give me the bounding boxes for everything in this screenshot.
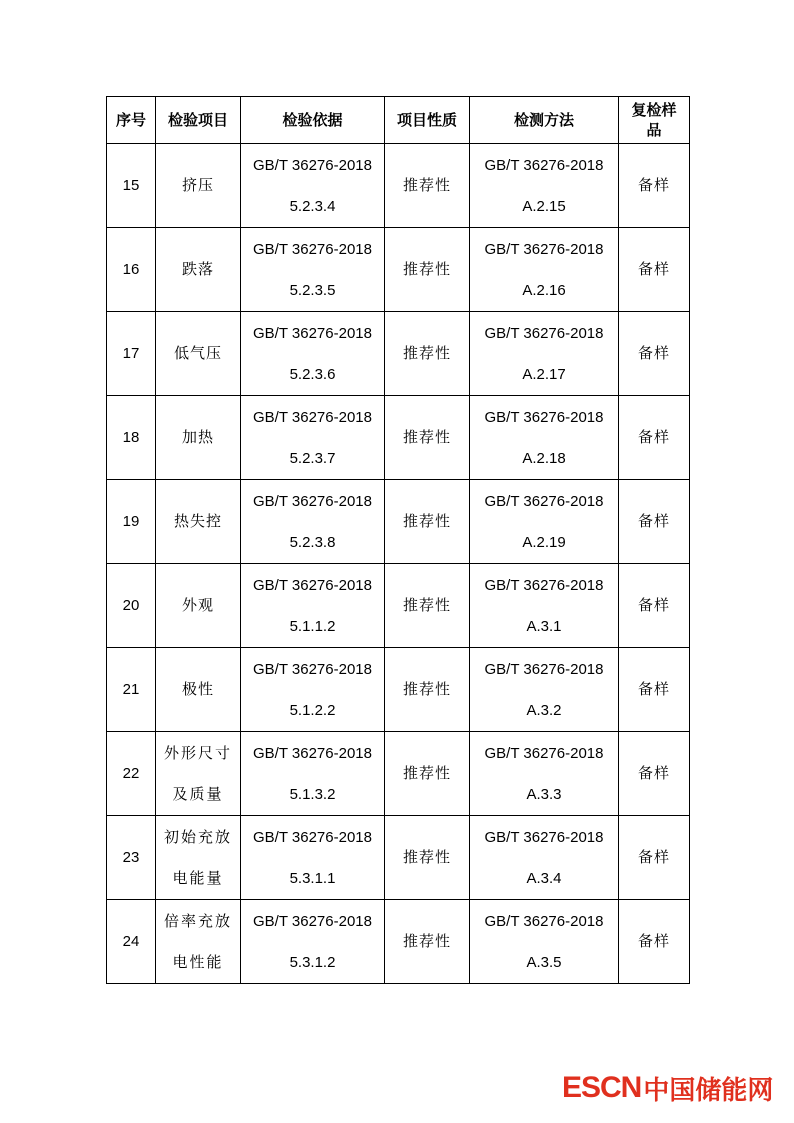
cell-basis-line1: GB/T 36276-2018 <box>253 240 372 258</box>
table-header-row <box>107 97 690 144</box>
cell-seq: 22 <box>107 732 156 816</box>
cell-nature: 推荐性 <box>385 396 470 480</box>
cell-recheck: 备样 <box>619 228 690 312</box>
cell-item-line1: 初始充放 <box>163 827 232 846</box>
cell-basis-line2: 5.3.1.2 <box>289 953 336 971</box>
table-row <box>107 312 690 396</box>
header-item: 检验项目 <box>156 97 241 144</box>
cell-method-line1: GB/T 36276-2018 <box>484 744 604 762</box>
cell-basis-line1: GB/T 36276-2018 <box>253 744 372 762</box>
cell-recheck: 备样 <box>619 900 690 984</box>
cell-method-line1: GB/T 36276-2018 <box>484 324 604 342</box>
cell-method <box>470 816 619 900</box>
cell-item-line1: 外观 <box>181 596 214 614</box>
cell-item <box>156 648 241 732</box>
cell-basis <box>241 480 385 564</box>
cell-item-line1: 挤压 <box>181 176 214 194</box>
cell-method <box>470 144 619 228</box>
cell-method <box>470 732 619 816</box>
cell-basis-line2: 5.2.3.6 <box>289 365 336 383</box>
cell-method <box>470 228 619 312</box>
cell-item-line2: 电性能 <box>172 952 224 971</box>
cell-basis-line2: 5.1.1.2 <box>289 617 336 635</box>
cell-method-line1: GB/T 36276-2018 <box>484 408 604 426</box>
cell-seq: 23 <box>107 816 156 900</box>
cell-basis <box>241 228 385 312</box>
cell-item <box>156 312 241 396</box>
cell-item-line1: 极性 <box>181 680 214 698</box>
cell-nature: 推荐性 <box>385 480 470 564</box>
cell-recheck: 备样 <box>619 480 690 564</box>
cell-method-line2: A.2.16 <box>522 281 566 299</box>
table-row <box>107 480 690 564</box>
cell-basis <box>241 312 385 396</box>
cell-method-line1: GB/T 36276-2018 <box>484 240 604 258</box>
header-nature: 项目性质 <box>385 97 470 144</box>
cell-basis-line2: 5.1.3.2 <box>289 785 336 803</box>
cell-recheck: 备样 <box>619 396 690 480</box>
cell-method-line2: A.2.19 <box>522 533 566 551</box>
header-basis: 检验依据 <box>241 97 385 144</box>
header-seq: 序号 <box>107 97 156 144</box>
cell-seq: 21 <box>107 648 156 732</box>
cell-seq: 20 <box>107 564 156 648</box>
cell-item-line1: 倍率充放 <box>163 911 232 930</box>
cell-basis <box>241 144 385 228</box>
table-row <box>107 228 690 312</box>
header-recheck-line2: 品 <box>646 121 662 139</box>
cell-basis-line2: 5.2.3.7 <box>289 449 336 467</box>
cell-item-line1: 低气压 <box>173 344 222 362</box>
cell-basis-line2: 5.2.3.4 <box>289 197 336 215</box>
escn-logo-watermark <box>562 1071 773 1105</box>
cell-item <box>156 900 241 984</box>
cell-nature: 推荐性 <box>385 900 470 984</box>
table-row <box>107 396 690 480</box>
inspection-table <box>106 96 690 984</box>
cell-basis-line2: 5.2.3.8 <box>289 533 336 551</box>
cell-recheck: 备样 <box>619 648 690 732</box>
table-row <box>107 648 690 732</box>
cell-nature: 推荐性 <box>385 228 470 312</box>
cell-basis <box>241 648 385 732</box>
cell-item <box>156 396 241 480</box>
cell-seq: 15 <box>107 144 156 228</box>
cell-method <box>470 480 619 564</box>
cell-basis-line2: 5.1.2.2 <box>289 701 336 719</box>
cell-item <box>156 480 241 564</box>
cell-item-line1: 加热 <box>181 428 214 446</box>
cell-item <box>156 564 241 648</box>
cell-basis-line2: 5.3.1.1 <box>289 869 336 887</box>
header-recheck-line1: 复检样 <box>631 101 677 119</box>
cell-basis-line1: GB/T 36276-2018 <box>253 324 372 342</box>
cell-item <box>156 228 241 312</box>
cell-basis-line1: GB/T 36276-2018 <box>253 912 372 930</box>
header-recheck <box>619 97 690 144</box>
cell-recheck: 备样 <box>619 312 690 396</box>
cell-method-line1: GB/T 36276-2018 <box>484 576 604 594</box>
logo-cjk-text: 中国储能网 <box>643 1075 774 1106</box>
cell-method <box>470 312 619 396</box>
cell-item-line2: 及质量 <box>172 784 224 803</box>
cell-method-line2: A.3.1 <box>526 617 562 635</box>
cell-method <box>470 396 619 480</box>
cell-nature: 推荐性 <box>385 144 470 228</box>
cell-recheck: 备样 <box>619 816 690 900</box>
cell-item <box>156 732 241 816</box>
header-method: 检测方法 <box>470 97 619 144</box>
cell-basis <box>241 816 385 900</box>
cell-item-line2: 电能量 <box>172 868 224 887</box>
cell-method-line2: A.3.2 <box>526 701 562 719</box>
cell-recheck: 备样 <box>619 732 690 816</box>
logo-latin-text: ESCN <box>562 1071 642 1104</box>
table-body <box>107 144 690 984</box>
cell-method-line1: GB/T 36276-2018 <box>484 828 604 846</box>
cell-basis-line1: GB/T 36276-2018 <box>253 828 372 846</box>
cell-method <box>470 564 619 648</box>
cell-seq: 19 <box>107 480 156 564</box>
cell-basis-line1: GB/T 36276-2018 <box>253 408 372 426</box>
cell-item-line1: 外形尺寸 <box>163 743 232 762</box>
cell-nature: 推荐性 <box>385 732 470 816</box>
cell-item <box>156 816 241 900</box>
cell-method-line2: A.2.15 <box>522 197 566 215</box>
cell-nature: 推荐性 <box>385 816 470 900</box>
cell-basis <box>241 732 385 816</box>
cell-basis-line1: GB/T 36276-2018 <box>253 660 372 678</box>
cell-recheck: 备样 <box>619 564 690 648</box>
cell-nature: 推荐性 <box>385 648 470 732</box>
cell-method-line1: GB/T 36276-2018 <box>484 912 604 930</box>
cell-nature: 推荐性 <box>385 312 470 396</box>
cell-seq: 17 <box>107 312 156 396</box>
cell-recheck: 备样 <box>619 144 690 228</box>
table-row <box>107 732 690 816</box>
cell-method-line1: GB/T 36276-2018 <box>484 660 604 678</box>
cell-method-line2: A.3.3 <box>526 785 562 803</box>
cell-method-line2: A.3.5 <box>526 953 562 971</box>
cell-basis <box>241 900 385 984</box>
cell-basis-line2: 5.2.3.5 <box>289 281 336 299</box>
cell-basis-line1: GB/T 36276-2018 <box>253 156 372 174</box>
cell-seq: 18 <box>107 396 156 480</box>
cell-method <box>470 648 619 732</box>
cell-nature: 推荐性 <box>385 564 470 648</box>
cell-item-line1: 热失控 <box>173 512 222 530</box>
cell-seq: 16 <box>107 228 156 312</box>
cell-basis-line1: GB/T 36276-2018 <box>253 492 372 510</box>
cell-method-line2: A.2.18 <box>522 449 566 467</box>
cell-basis-line1: GB/T 36276-2018 <box>253 576 372 594</box>
cell-method-line1: GB/T 36276-2018 <box>484 492 604 510</box>
table-row <box>107 816 690 900</box>
cell-basis <box>241 564 385 648</box>
cell-method-line2: A.2.17 <box>522 365 566 383</box>
cell-seq: 24 <box>107 900 156 984</box>
cell-method-line2: A.3.4 <box>526 869 562 887</box>
table-row <box>107 144 690 228</box>
table-row <box>107 564 690 648</box>
cell-item <box>156 144 241 228</box>
cell-method <box>470 900 619 984</box>
cell-basis <box>241 396 385 480</box>
cell-method-line1: GB/T 36276-2018 <box>484 156 604 174</box>
cell-item-line1: 跌落 <box>181 260 214 278</box>
table-row <box>107 900 690 984</box>
